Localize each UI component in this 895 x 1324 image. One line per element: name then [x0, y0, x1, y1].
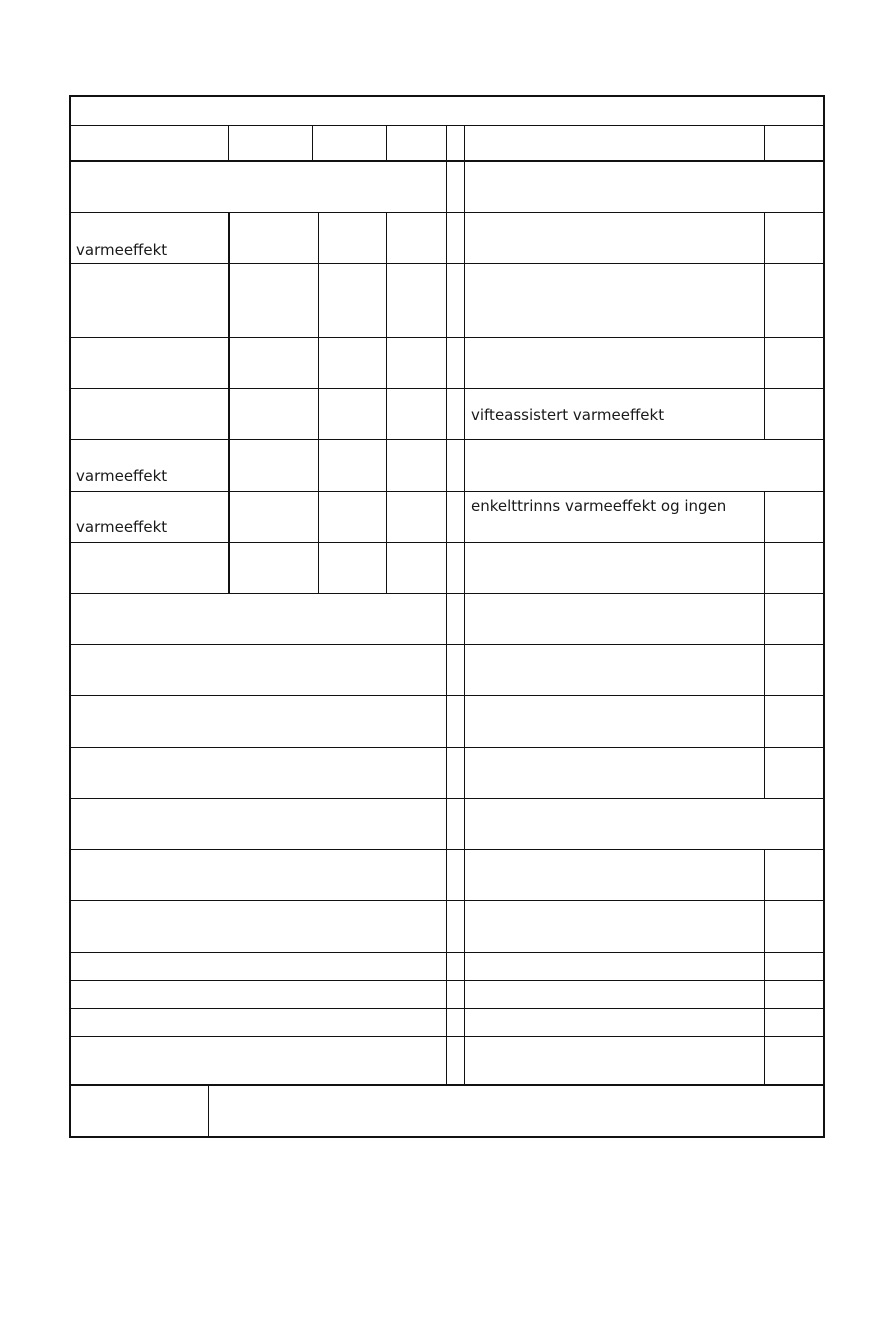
row-divider — [69, 212, 825, 213]
row-divider — [69, 980, 825, 981]
column-divider — [446, 125, 447, 1086]
column-divider — [386, 125, 387, 161]
table-border-top — [69, 95, 825, 97]
row-divider — [69, 1008, 825, 1009]
column-divider — [318, 212, 319, 594]
row-label-fan-assisted: vifteassistert varmeeffekt — [471, 406, 665, 424]
row-label-heat-output: varmeeffekt — [76, 518, 168, 536]
table-border-bottom — [69, 1136, 825, 1138]
table-border-right — [823, 95, 825, 1138]
column-divider — [228, 125, 229, 161]
row-divider — [69, 491, 825, 492]
column-divider — [764, 849, 765, 1086]
column-divider — [764, 491, 765, 799]
row-divider — [69, 263, 825, 264]
row-divider — [69, 593, 825, 594]
row-divider — [69, 900, 825, 901]
row-divider — [69, 644, 825, 645]
row-divider — [69, 695, 825, 696]
row-divider — [69, 1036, 825, 1037]
row-divider — [69, 747, 825, 748]
row-label-heat-output: varmeeffekt — [76, 467, 168, 485]
row-divider — [69, 952, 825, 953]
row-divider — [69, 542, 825, 543]
row-divider — [69, 388, 825, 389]
row-divider — [69, 160, 825, 162]
row-divider — [69, 1084, 825, 1086]
column-divider — [228, 212, 230, 594]
row-divider — [69, 439, 825, 440]
row-label-heat-output: varmeeffekt — [76, 241, 168, 259]
column-divider — [464, 125, 465, 1086]
column-divider — [764, 125, 765, 161]
row-divider — [69, 337, 825, 338]
column-divider — [386, 212, 387, 594]
row-divider — [69, 849, 825, 850]
row-divider — [69, 125, 825, 126]
column-divider — [764, 212, 765, 440]
row-divider — [69, 798, 825, 799]
column-divider — [208, 1084, 209, 1137]
row-label-single-stage: enkelttrinns varmeeffekt og ingen — [471, 497, 727, 515]
table-border-left — [69, 95, 71, 1138]
column-divider — [312, 125, 313, 161]
